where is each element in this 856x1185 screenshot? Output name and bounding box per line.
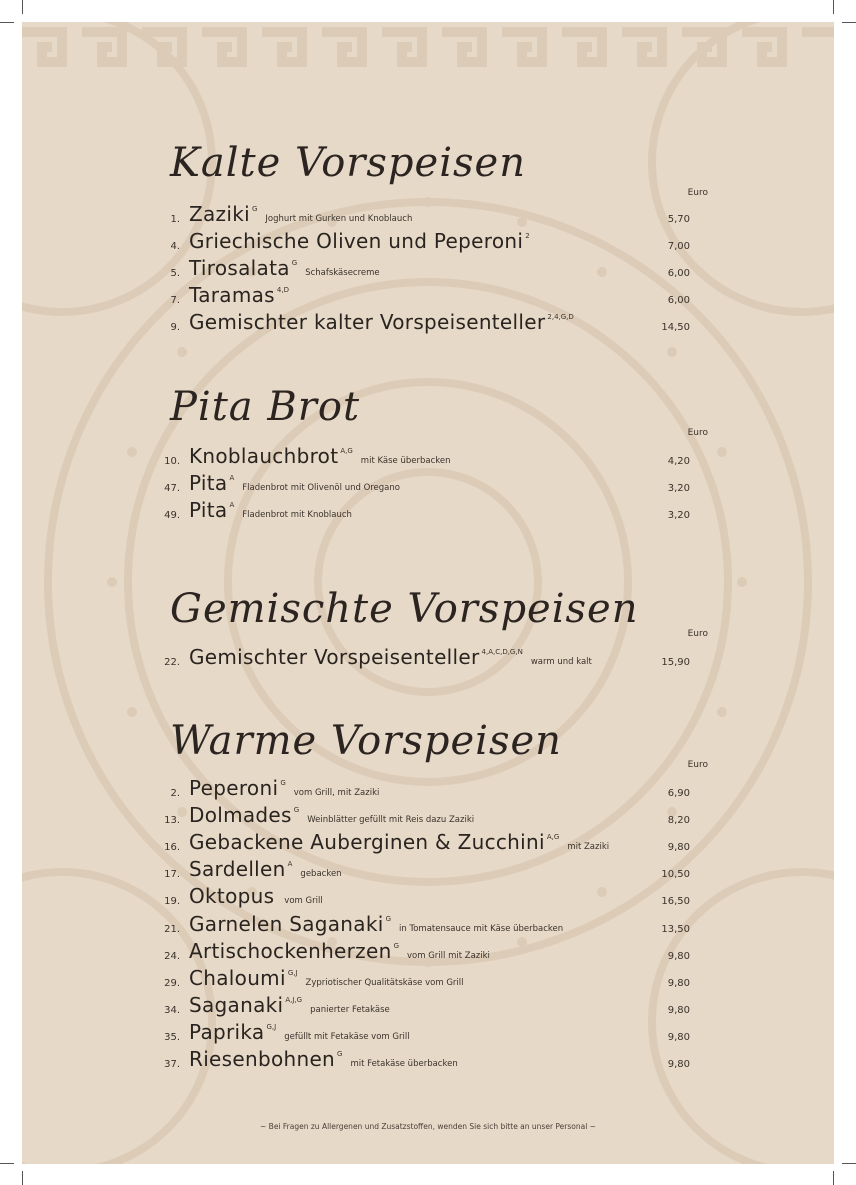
item-price: 8,20 <box>667 815 690 827</box>
section-title-pita-brot: Pita Brot <box>170 384 361 430</box>
item-price: 3,20 <box>667 483 690 495</box>
item-price: 10,50 <box>661 869 690 881</box>
item-name: Garnelen Saganaki <box>189 911 384 936</box>
allergen-codes: A <box>287 860 293 869</box>
item-price: 13,50 <box>661 923 690 935</box>
currency-label: Euro <box>687 188 708 198</box>
item-name: Oktopus <box>189 884 275 909</box>
item-name-group <box>189 993 390 1017</box>
item-number: 5. <box>170 268 180 280</box>
item-number: 24. <box>164 950 180 962</box>
item-number: 47. <box>164 483 180 495</box>
menu-item <box>22 882 834 908</box>
menu-item <box>22 937 834 963</box>
item-name: Artischockenherzen <box>189 938 392 963</box>
currency-label: Euro <box>687 428 708 438</box>
currency-label: Euro <box>687 760 708 770</box>
allergen-codes: 2,4,G,D <box>547 313 574 322</box>
menu-item <box>22 910 834 936</box>
item-price: 6,90 <box>667 788 690 799</box>
item-price: 15,90 <box>661 657 690 668</box>
item-price: 6,00 <box>667 295 690 307</box>
item-description: Joghurt mit Gurken und Knoblauch <box>265 214 413 224</box>
allergen-codes: G <box>337 1050 343 1058</box>
item-name-group <box>189 202 412 226</box>
item-number: 22. <box>164 657 180 668</box>
item-price: 9,80 <box>667 1059 690 1070</box>
item-description: vom Grill mit Zaziki <box>407 950 490 961</box>
item-name-group <box>189 776 379 800</box>
item-name-group <box>189 912 563 936</box>
menu-item <box>22 442 834 468</box>
item-description: Fladenbrot mit Knoblauch <box>242 510 352 521</box>
item-number: 7. <box>170 295 180 307</box>
item-number: 10. <box>164 456 180 467</box>
item-description: gebacken <box>300 869 342 880</box>
item-name: Paprika <box>189 1019 265 1044</box>
item-price: 3,20 <box>667 510 690 522</box>
item-name: Gemischter kalter Vorspeisenteller <box>189 310 546 335</box>
item-description: Zypriotischer Qualitätskäse vom Grill <box>305 977 464 988</box>
allergen-codes: A <box>229 474 235 483</box>
allergen-codes: G <box>280 779 286 787</box>
crop-mark <box>833 0 834 14</box>
item-number: 34. <box>164 1004 180 1016</box>
item-price: 9,80 <box>667 842 690 854</box>
item-description: mit Käse überbacken <box>360 456 451 466</box>
item-name-group <box>189 498 352 522</box>
item-description: gefüllt mit Fetakäse vom Grill <box>284 1031 410 1042</box>
item-name: Pita <box>189 498 228 523</box>
crop-mark <box>22 1171 23 1185</box>
item-price: 9,80 <box>667 950 690 962</box>
allergen-codes: G <box>293 806 300 815</box>
menu-item <box>22 774 834 800</box>
menu-item <box>22 855 834 881</box>
item-name: Griechische Oliven und Peperoni <box>189 229 524 254</box>
item-number: 21. <box>164 923 180 935</box>
currency-label: Euro <box>687 629 708 639</box>
allergen-codes: 4,D <box>276 286 289 295</box>
item-description: vom Grill, mit Zaziki <box>293 788 380 798</box>
crop-mark <box>0 1163 14 1164</box>
item-description: Fladenbrot mit Olivenöl und Oregano <box>242 483 400 494</box>
item-price: 16,50 <box>661 896 690 908</box>
item-number: 37. <box>164 1059 180 1070</box>
item-name-group <box>189 884 323 908</box>
item-number: 1. <box>170 214 180 225</box>
item-name: Riesenbohnen <box>189 1047 336 1071</box>
item-name-group <box>189 966 463 990</box>
crop-mark <box>22 0 23 14</box>
menu-item <box>22 281 834 307</box>
allergen-codes: 4,A,C,D,G,N <box>481 648 523 656</box>
item-price: 5,70 <box>667 214 690 225</box>
item-name-group <box>189 803 474 827</box>
allergen-footer-note: ~ Bei Fragen zu Allergenen und Zusatzstoffen, wenden Sie sich bitte an unser Personal ~ <box>260 1122 596 1131</box>
item-description: Schafskäsecreme <box>305 268 380 279</box>
menu-item <box>22 227 834 253</box>
allergen-codes: G,J <box>287 968 298 977</box>
item-name: Zaziki <box>189 202 250 226</box>
item-number: 4. <box>170 241 180 253</box>
item-price: 9,80 <box>667 1004 690 1016</box>
item-name-group <box>189 830 609 854</box>
item-number: 19. <box>164 896 180 908</box>
menu-item <box>22 308 834 334</box>
menu-item <box>22 200 834 226</box>
item-name: Knoblauchbrot <box>189 444 339 468</box>
menu-item <box>22 496 834 522</box>
item-number: 49. <box>164 510 180 522</box>
allergen-codes: G,J <box>266 1022 277 1031</box>
item-name: Saganaki <box>189 992 284 1017</box>
allergen-codes: G <box>251 205 258 213</box>
item-description: warm und kalt <box>530 657 592 667</box>
allergen-codes: 2 <box>525 232 530 241</box>
section-title-warme-vorspeisen: Warme Vorspeisen <box>170 718 562 764</box>
section-title-gemischte-vorspeisen: Gemischte Vorspeisen <box>170 586 639 632</box>
item-price: 14,50 <box>661 322 690 334</box>
item-number: 16. <box>164 842 180 854</box>
item-name: Tirosalata <box>189 256 290 281</box>
item-name-group <box>189 857 342 881</box>
item-name: Sardellen <box>189 857 286 882</box>
menu-page <box>22 22 834 1164</box>
item-number: 17. <box>164 869 180 881</box>
section-title-kalte-vorspeisen: Kalte Vorspeisen <box>170 140 526 186</box>
allergen-codes: A,G <box>340 447 353 455</box>
crop-mark <box>0 22 14 23</box>
allergen-codes: A,J,G <box>285 995 303 1004</box>
item-description: panierter Fetakäse <box>310 1004 390 1015</box>
allergen-codes: A <box>229 501 235 510</box>
item-name-group <box>189 310 582 334</box>
item-description: Weinblätter gefüllt mit Reis dazu Zaziki <box>307 815 475 826</box>
item-price: 9,80 <box>667 1031 690 1043</box>
item-name: Chaloumi <box>189 965 286 990</box>
item-name: Peperoni <box>189 776 279 800</box>
item-number: 2. <box>170 788 180 799</box>
crop-mark <box>842 1163 856 1164</box>
item-name: Dolmades <box>189 803 292 828</box>
item-number: 9. <box>170 322 180 334</box>
item-name-group <box>189 1020 410 1044</box>
item-name: Gemischter Vorspeisenteller <box>189 645 480 669</box>
item-name: Taramas <box>189 283 275 308</box>
item-description: mit Zaziki <box>567 842 610 853</box>
allergen-codes: A,G <box>546 833 560 842</box>
allergen-codes: G <box>291 259 298 268</box>
item-name-group <box>189 645 592 669</box>
item-price: 6,00 <box>667 268 690 280</box>
menu-item <box>22 643 834 669</box>
item-name-group <box>189 229 538 253</box>
item-name: Pita <box>189 471 228 496</box>
allergen-codes: G <box>393 941 399 950</box>
item-name-group <box>189 256 380 280</box>
item-name-group <box>189 471 400 495</box>
item-number: 13. <box>164 815 180 827</box>
item-description: vom Grill <box>284 896 323 907</box>
menu-item <box>22 1045 834 1071</box>
allergen-codes: G <box>385 914 392 923</box>
item-price: 9,80 <box>667 977 690 989</box>
item-number: 35. <box>164 1031 180 1043</box>
menu-item <box>22 801 834 827</box>
menu-item <box>22 964 834 990</box>
item-name: Gebackene Auberginen & Zucchini <box>189 830 545 855</box>
item-number: 29. <box>164 977 180 989</box>
menu-item <box>22 1018 834 1044</box>
item-name-group <box>189 283 297 307</box>
crop-mark <box>833 1171 834 1185</box>
item-description: mit Fetakäse überbacken <box>350 1059 458 1069</box>
item-name-group <box>189 1047 458 1071</box>
item-price: 4,20 <box>667 456 690 467</box>
item-name-group <box>189 444 451 468</box>
crop-mark <box>842 22 856 23</box>
item-price: 7,00 <box>667 241 690 253</box>
item-description: in Tomatensauce mit Käse überbacken <box>399 923 564 934</box>
menu-item <box>22 469 834 495</box>
menu-item <box>22 254 834 280</box>
menu-item <box>22 828 834 854</box>
item-name-group <box>189 939 490 963</box>
menu-item <box>22 991 834 1017</box>
